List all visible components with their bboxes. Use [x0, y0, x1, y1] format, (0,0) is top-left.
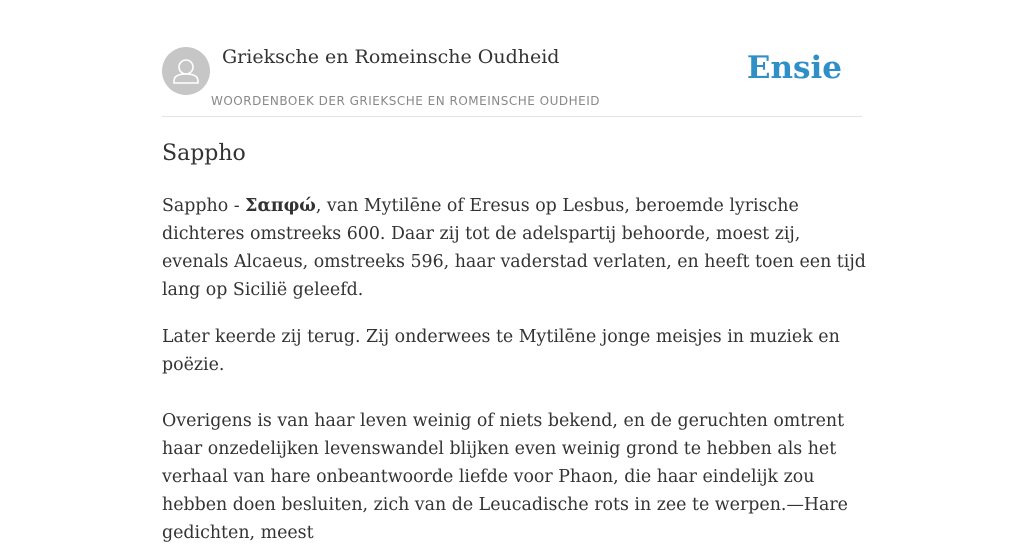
greek-name: Σαπφώ [245, 196, 316, 216]
ensie-logo-link[interactable]: Ensie [746, 50, 842, 86]
user-placeholder-icon[interactable] [162, 47, 210, 95]
entry-lead: Sappho - [162, 196, 246, 216]
site-subtitle: WOORDENBOEK DER GRIEKSCHE EN ROMEINSCHE OUDHEID [211, 94, 601, 108]
entry-paragraph-1-text: , van Mytilēne of Eresus op Lesbus, beroemde lyrische dichteres omstreeks 600. Daar zij tot de adelspartij behoorde, moest zij, evenals Alcaeus, omstreeks 596, haar vaderstad verlaten, en heeft toen een tijd lang op Sicilië geleefd. [162, 196, 866, 300]
site-name-link[interactable]: Grieksche en Romeinsche Oudheid [222, 46, 560, 68]
entry-paragraph-2: Later keerde zij terug. Zij onderwees te Mytilēne jonge meisjes in muziek en poëzie. [162, 327, 840, 375]
entry-title: Sappho [162, 141, 246, 166]
entry-content [162, 136, 866, 547]
site-header [162, 44, 862, 117]
entry-paragraph-1 [162, 192, 866, 304]
entry-paragraph-3: Overigens is van haar leven weinig of niets bekend, en de geruchten omtrent haar onzedelijken levenswandel blijken even weinig grond te hebben als het verhaal van hare onbeantwoorde liefde voor Phaon, die haar eindelijk zou hebben doen besluiten, zich van de Leucadische rots in zee te werpen.—Hare gedichten, meest [162, 411, 848, 543]
